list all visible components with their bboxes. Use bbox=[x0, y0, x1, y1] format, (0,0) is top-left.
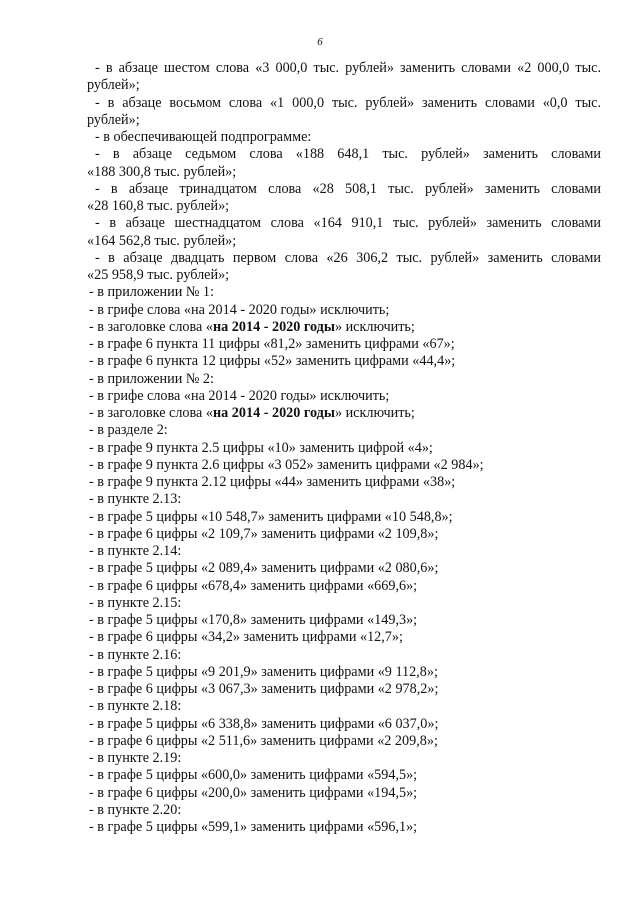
text-line: - в абзаце тринадцатом слова «28 508,1 тыс. рублей» заменить словами bbox=[95, 180, 601, 197]
text-line: - в абзаце седьмом слова «188 648,1 тыс. рублей» заменить словами bbox=[95, 146, 601, 163]
text-line: - в графе 6 цифры «200,0» заменить цифрами «194,5»; bbox=[89, 784, 418, 801]
text-line: - в абзаце шестнадцатом слова «164 910,1 тыс. рублей» заменить словами bbox=[95, 215, 601, 232]
line-text-pre: - в заголовке слова « bbox=[89, 318, 213, 335]
text-line: - в графе 6 пункта 11 цифры «81,2» заменить цифрами «67»; bbox=[89, 336, 455, 352]
text-line: - в графе 5 цифры «6 338,8» заменить цифрами «6 037,0»; bbox=[89, 715, 439, 732]
text-line: «188 300,8 тыс. рублей»; bbox=[87, 163, 237, 180]
text-line: - в пункте 2.20: bbox=[89, 801, 182, 818]
text-line: «164 562,8 тыс. рублей»; bbox=[87, 232, 237, 249]
text-line: - в графе 5 цифры «170,8» заменить цифрами «149,3»; bbox=[89, 612, 418, 628]
text-line: - в графе 6 цифры «2 511,6» заменить цифрами «2 209,8»; bbox=[89, 732, 438, 749]
text-line: рублей»; bbox=[87, 111, 140, 128]
text-line: - в пункте 2.19: bbox=[89, 750, 182, 766]
text-line: - в графе 9 пункта 2.12 цифры «44» заменить цифрами «38»; bbox=[89, 474, 456, 490]
text-line: - в разделе 2: bbox=[89, 422, 168, 439]
page-number: 6 bbox=[317, 36, 323, 48]
text-line: - в абзаце шестом слова «3 000,0 тыс. рублей» заменить словами «2 000,0 тыс. bbox=[95, 60, 601, 76]
text-line: - в графе 5 цифры «600,0» заменить цифрами «594,5»; bbox=[89, 767, 418, 784]
text-line: - в пункте 2.16: bbox=[89, 646, 182, 663]
text-line: - в графе 9 пункта 2.6 цифры «3 052» заменить цифрами «2 984»; bbox=[89, 456, 484, 473]
text-line: - в грифе слова «на 2014 - 2020 годы» исключить; bbox=[89, 387, 390, 404]
text-line: - в графе 6 цифры «34,2» заменить цифрами «12,7»; bbox=[89, 629, 403, 646]
text-line: - в графе 6 цифры «678,4» заменить цифрами «669,6»; bbox=[89, 577, 418, 594]
text-line: - в графе 9 пункта 2.5 цифры «10» заменить цифрой «4»; bbox=[89, 439, 433, 456]
text-line: - в пункте 2.18: bbox=[89, 698, 182, 715]
text-line: - в графе 6 цифры «2 109,7» заменить цифрами «2 109,8»; bbox=[89, 525, 439, 542]
text-line: - в пункте 2.15: bbox=[89, 594, 182, 611]
text-line: - в грифе слова «на 2014 - 2020 годы» исключить; bbox=[89, 301, 390, 318]
text-line: - в графе 5 цифры «10 548,7» заменить цифрами «10 548,8»; bbox=[89, 508, 453, 525]
text-line: - в абзаце восьмом слова «1 000,0 тыс. рублей» заменить словами «0,0 тыс. bbox=[95, 94, 601, 111]
line-text-bold: на 2014 - 2020 годы bbox=[212, 405, 335, 421]
text-line: «25 958,9 тыс. рублей»; bbox=[87, 267, 230, 283]
text-line: - в абзаце двадцать первом слова «26 306,2 тыс. рублей» заменить словами bbox=[95, 249, 601, 266]
text-line: - в приложении № 2: bbox=[89, 370, 214, 387]
text-line bbox=[89, 405, 601, 422]
text-line: - в графе 5 цифры «9 201,9» заменить цифрами «9 112,8»; bbox=[89, 663, 438, 680]
text-line: - в графе 6 цифры «3 067,3» заменить цифрами «2 978,2»; bbox=[89, 681, 439, 697]
line-text-post: » исключить; bbox=[334, 318, 415, 335]
line-text-pre: - в заголовке слова « bbox=[89, 405, 213, 421]
text-line: - в графе 5 цифры «2 089,4» заменить цифрами «2 080,6»; bbox=[89, 560, 439, 577]
text-line: «28 160,8 тыс. рублей»; bbox=[87, 198, 230, 214]
text-line: - в приложении № 1: bbox=[89, 284, 214, 301]
line-text-bold: на 2014 - 2020 годы bbox=[212, 318, 335, 335]
text-line: - в графе 5 цифры «599,1» заменить цифрами «596,1»; bbox=[89, 819, 418, 835]
line-text-post: » исключить; bbox=[334, 405, 415, 421]
text-line: - в обеспечивающей подпрограмме: bbox=[95, 129, 312, 145]
text-line bbox=[89, 319, 601, 336]
text-line: - в графе 6 пункта 12 цифры «52» заменить цифрами «44,4»; bbox=[89, 353, 456, 370]
text-line: рублей»; bbox=[87, 77, 140, 94]
text-line: - в пункте 2.13: bbox=[89, 491, 182, 508]
document-body bbox=[89, 60, 601, 836]
text-line: - в пункте 2.14: bbox=[89, 543, 182, 559]
